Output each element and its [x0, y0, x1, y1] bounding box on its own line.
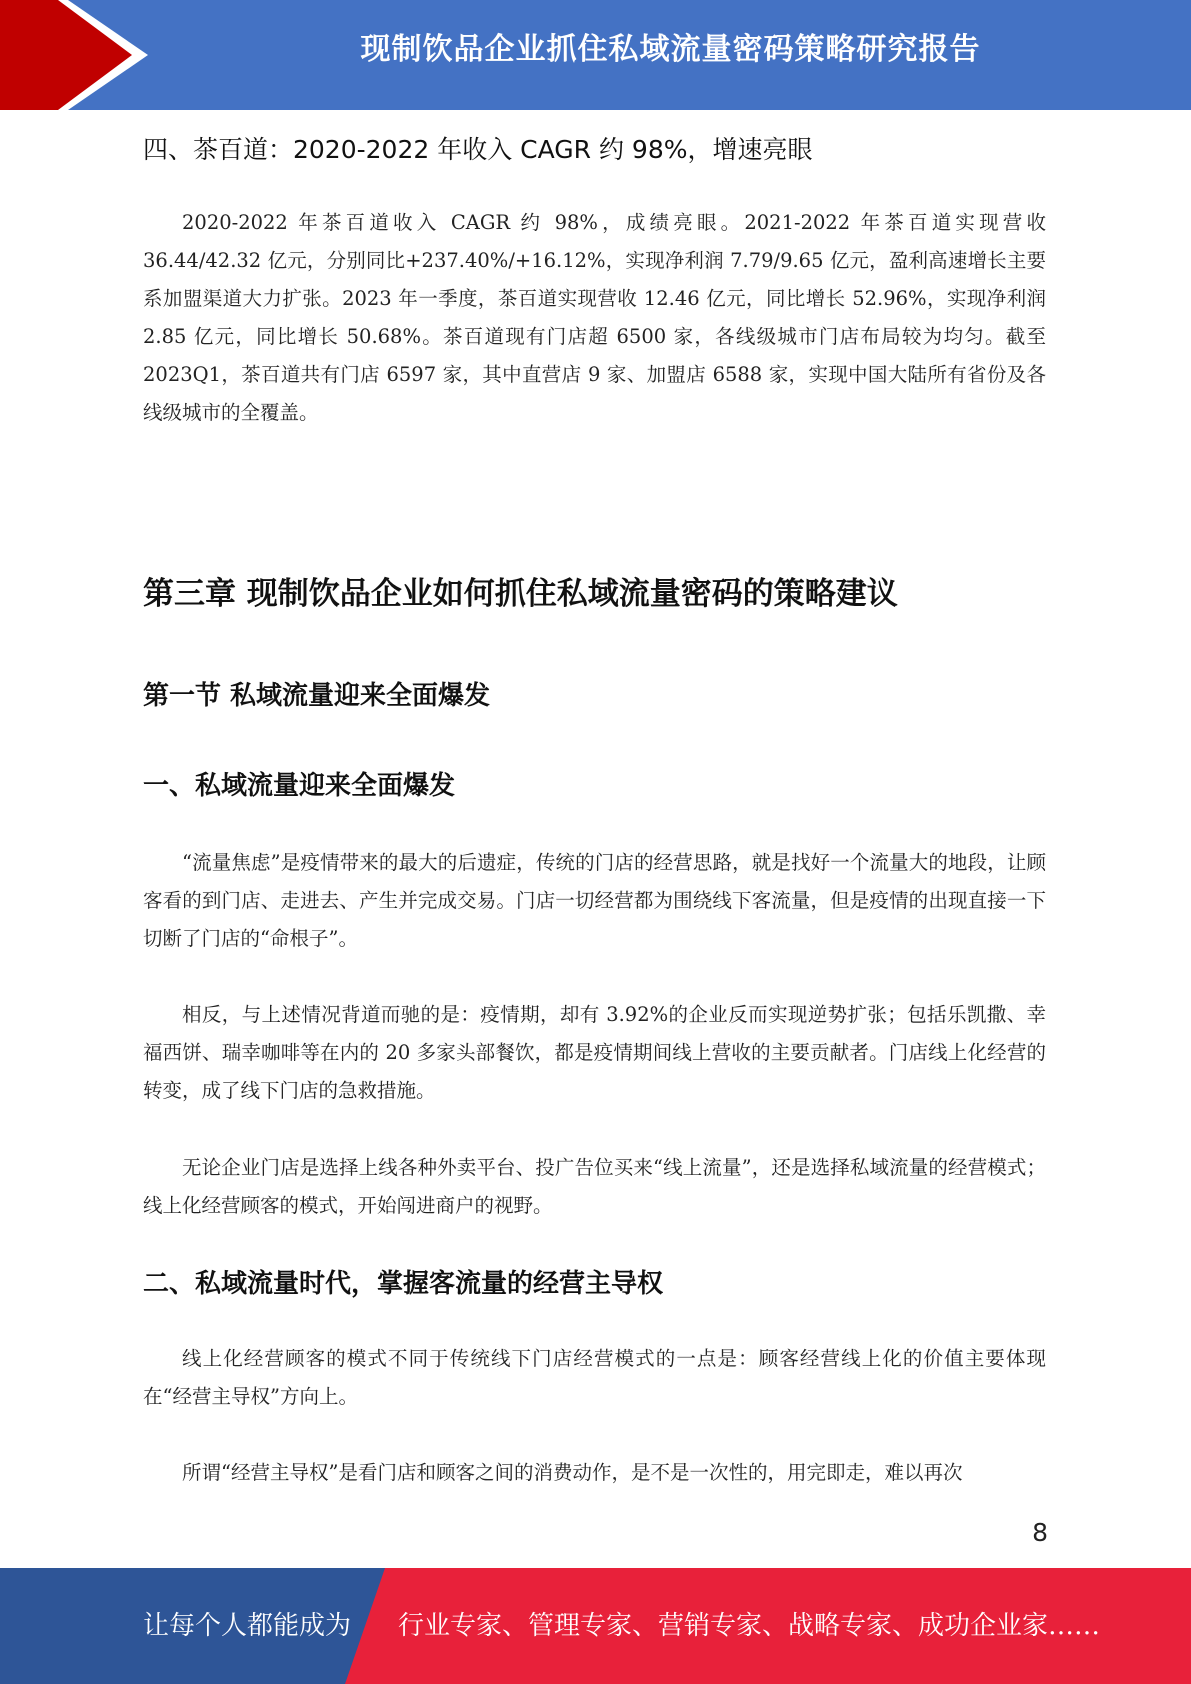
paragraph-traffic-anxiety: “流量焦虑”是疫情带来的最大的后遗症，传统的门店的经营思路，就是找好一个流量大的地段，让顾客看的到门店、走进去、产生并完成交易。门店一切经营都为围绕线下客流量，但是疫情的出现直接一下切断了门店的“命根子”。	[143, 851, 1046, 950]
item-heading-operating-initiative: 二、私域流量时代，掌握客流量的经营主导权	[143, 1269, 664, 1299]
footer-slogan-left: 让每个人都能成为	[143, 1611, 352, 1641]
paragraph-tea-baidao: 2020-2022 年茶百道收入 CAGR 约 98%，成绩亮眼。2021-2022 年茶百道实现营收 36.44/42.32 亿元，分别同比+237.40%/+16.12%，实现净利润 7.79/9.65 亿元，盈利高速增长主要系加盟渠道大力扩张。2023 年一季度，茶百道实现营收 12.46 亿元，同比增长 52.96%，实现净利润 2.85 亿元，同比增长 50.68%。茶百道现有门店超 6500 家，各线级城市门店布局较为均匀。截至 2023Q1，茶百道共有门店 6597 家，其中直营店 9 家、加盟店 6588 家，实现中国大陆所有省份及各线级城市的全覆盖。	[143, 211, 1046, 424]
page-header	[0, 0, 1191, 110]
header-title: 现制饮品企业抓住私域流量密码策略研究报告	[360, 32, 981, 67]
item-heading-private-traffic-outbreak: 一、私域流量迎来全面爆发	[143, 771, 456, 801]
page-footer	[0, 1568, 1191, 1684]
header-chevron-icon	[0, 0, 160, 110]
section-heading: 第一节 私域流量迎来全面爆发	[143, 681, 491, 711]
paragraph-online-mode: 无论企业门店是选择上线各种外卖平台、投广告位买来“线上流量”，还是选择私域流量的经营模式；线上化经营顾客的模式，开始闯进商户的视野。	[143, 1156, 1046, 1217]
paragraph-counter-trend: 相反，与上述情况背道而驰的是：疫情期，却有 3.92%的企业反而实现逆势扩张；包括乐凯撒、幸福西饼、瑞幸咖啡等在内的 20 多家头部餐饮，都是疫情期间线上营收的主要贡献者。门店线上化经营的转变，成了线下门店的急救措施。	[143, 1003, 1046, 1102]
paragraph-online-value: 线上化经营顾客的模式不同于传统线下门店经营模式的一点是：顾客经营线上化的价值主要体现在“经营主导权”方向上。	[143, 1347, 1046, 1408]
subsection-heading-tea-baidao: 四、茶百道：2020-2022 年收入 CAGR 约 98%，增速亮眼	[143, 135, 813, 164]
chapter-heading: 第三章 现制饮品企业如何抓住私域流量密码的策略建议	[143, 576, 898, 612]
paragraph-initiative-definition: 所谓“经营主导权”是看门店和顾客之间的消费动作，是不是一次性的，用完即走，难以再次	[182, 1461, 963, 1484]
page-number: 8	[1032, 1518, 1048, 1547]
footer-slogan-right: 行业专家、管理专家、营销专家、战略专家、成功企业家……	[398, 1611, 1101, 1641]
